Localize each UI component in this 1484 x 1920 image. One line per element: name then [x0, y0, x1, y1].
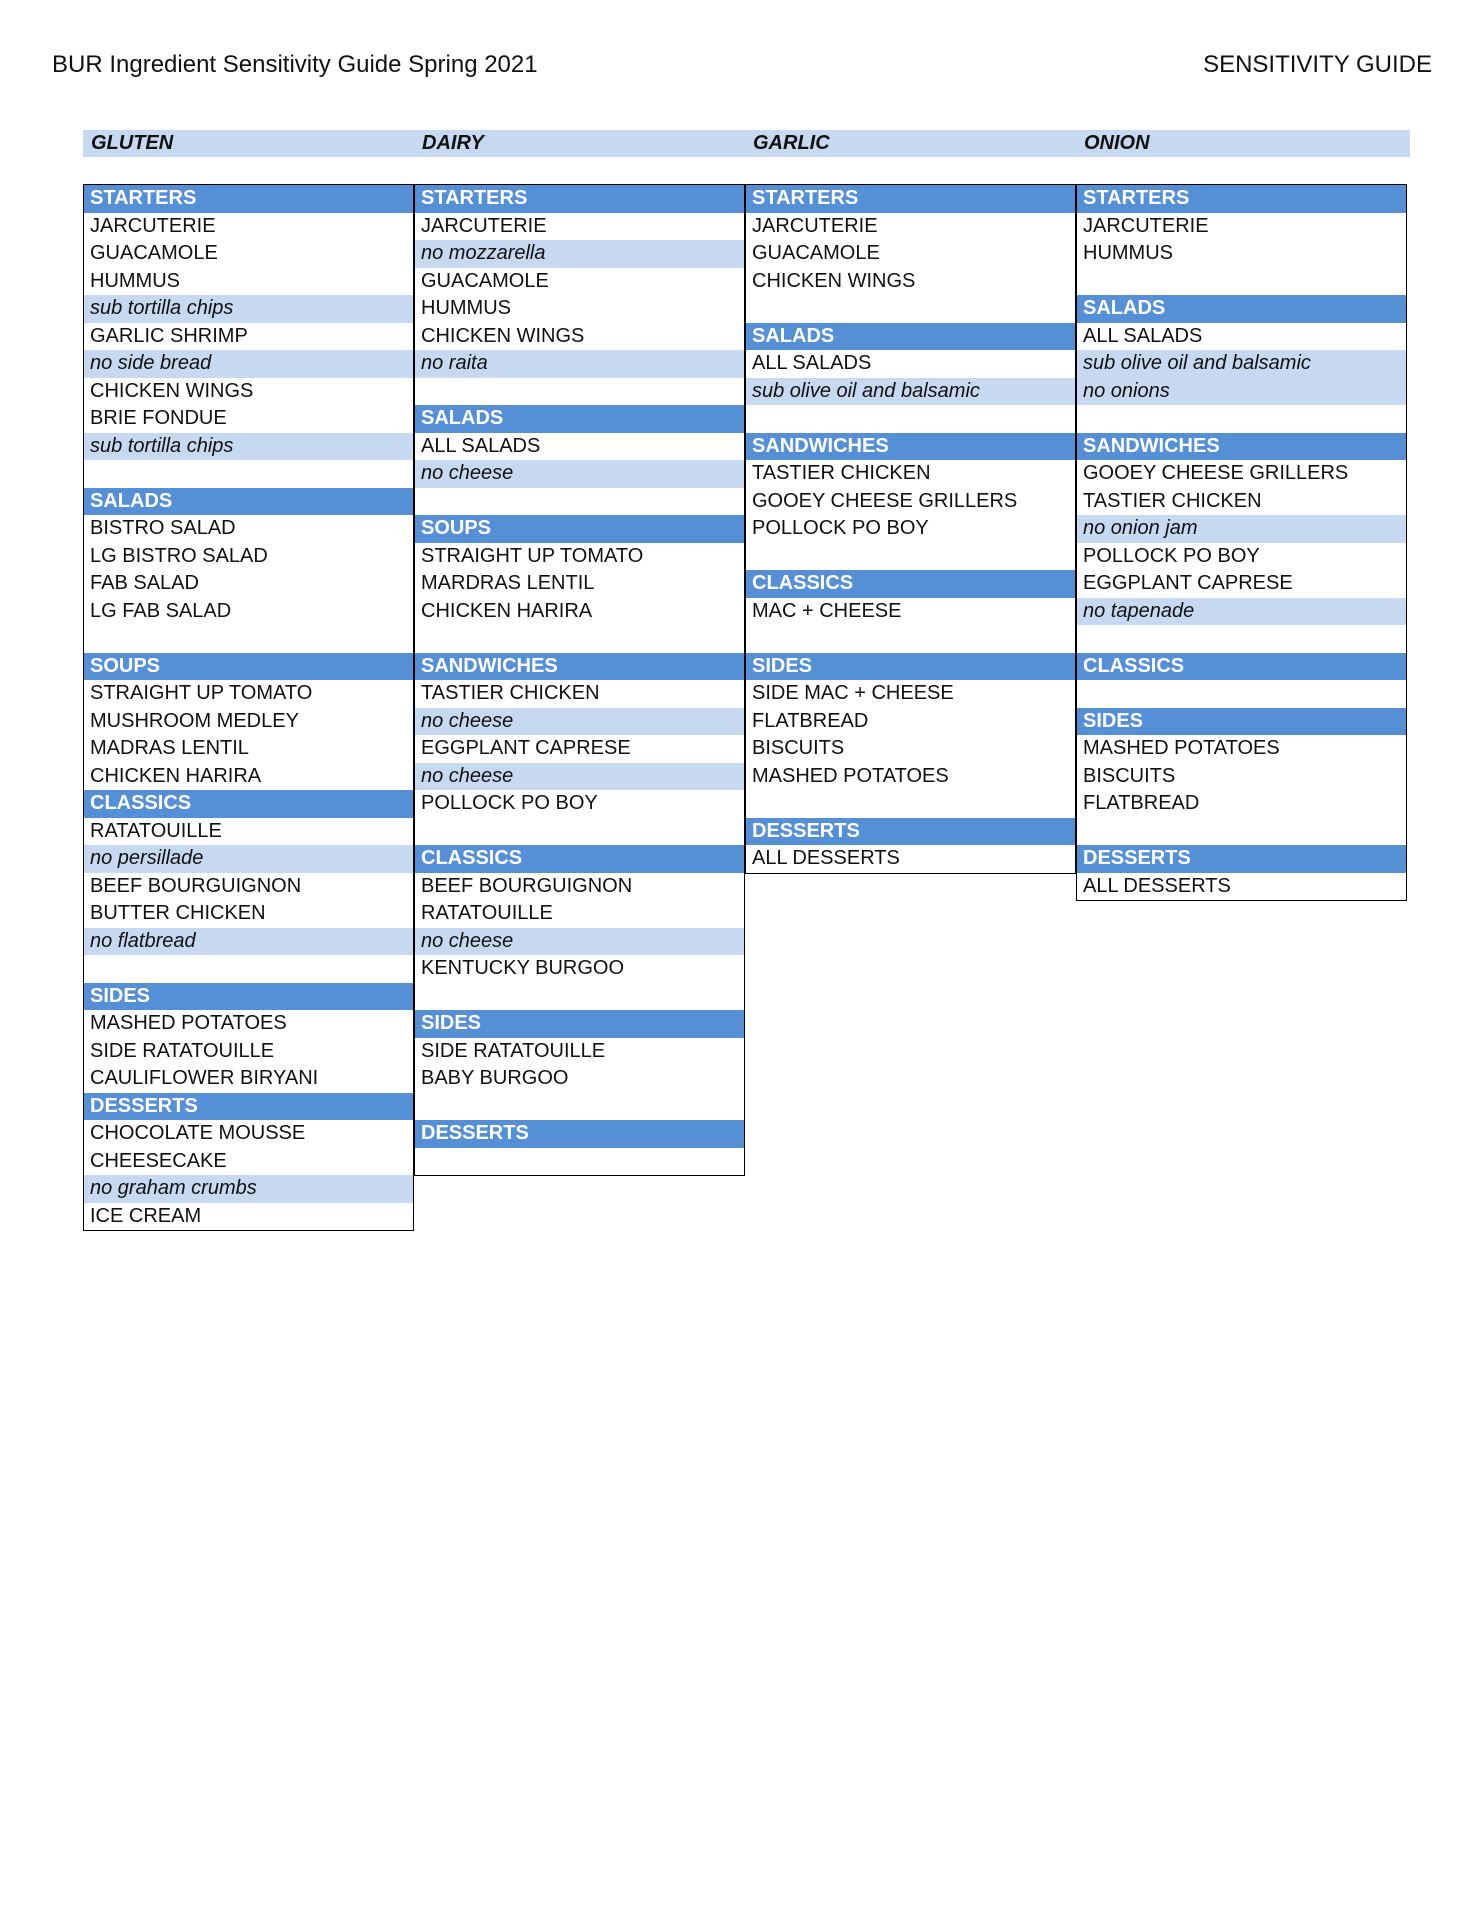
menu-item: STRAIGHT UP TOMATO — [90, 682, 313, 704]
menu-item: SIDE RATATOUILLE — [90, 1039, 275, 1062]
menu-item: CHICKEN WINGS — [752, 269, 916, 292]
section-header: SANDWICHES — [1077, 433, 1406, 461]
menu-item: TASTIER CHICKEN — [1083, 489, 1262, 512]
menu-item: FLATBREAD — [752, 709, 869, 732]
section-header: SALADS — [84, 488, 413, 516]
section-header: SALADS — [415, 405, 744, 433]
menu-item: CHEESECAKE — [90, 1149, 227, 1172]
section-header: STARTERS — [1077, 185, 1406, 213]
menu-item: BISCUITS — [752, 737, 845, 759]
menu-item: POLLOCK PO BOY — [752, 517, 929, 539]
menu-item: LG BISTRO SALAD — [90, 544, 268, 567]
document-right-header: SENSITIVITY GUIDE — [1203, 51, 1432, 78]
menu-item: BABY BURGOO — [421, 1067, 569, 1089]
menu-item: ALL SALADS — [1083, 324, 1203, 347]
modification-note: no tapenade — [1077, 598, 1406, 626]
menu-item: MASHED POTATOES — [1083, 737, 1280, 759]
menu-item: RATATOUILLE — [421, 902, 553, 924]
modification-note: sub olive oil and balsamic — [746, 378, 1075, 406]
modification-note: no cheese — [415, 763, 744, 791]
section-header: SIDES — [746, 653, 1075, 681]
menu-item: BUTTER CHICKEN — [90, 902, 266, 924]
modification-note: no cheese — [415, 928, 744, 956]
section-header: SANDWICHES — [415, 653, 744, 681]
spacer-row — [415, 625, 744, 653]
menu-item: GUACAMOLE — [752, 242, 880, 264]
menu-item: BISTRO SALAD — [90, 517, 236, 539]
spacer-row — [746, 625, 1075, 653]
section-header: SANDWICHES — [746, 433, 1075, 461]
menu-item: LG FAB SALAD — [90, 599, 232, 622]
menu-item: GUACAMOLE — [421, 269, 549, 292]
menu-item: JARCUTERIE — [1083, 214, 1209, 237]
menu-item: MAC + CHEESE — [752, 599, 902, 622]
menu-item: KENTUCKY BURGOO — [421, 957, 624, 979]
section-header: CLASSICS — [415, 845, 744, 873]
section-header: DESSERTS — [415, 1120, 744, 1148]
section-header: SALADS — [746, 323, 1075, 351]
menu-item: MARDRAS LENTIL — [421, 572, 595, 594]
section-header: SALADS — [1077, 295, 1406, 323]
menu-item: CAULIFLOWER BIRYANI — [90, 1067, 319, 1089]
modification-note: no graham crumbs — [84, 1175, 413, 1203]
menu-item: JARCUTERIE — [90, 214, 216, 237]
menu-item: MASHED POTATOES — [90, 1012, 287, 1034]
section-header: STARTERS — [415, 185, 744, 213]
modification-note: no flatbread — [84, 928, 413, 956]
modification-note: no raita — [415, 350, 744, 378]
menu-item: JARCUTERIE — [752, 214, 878, 237]
allergen-garlic: GARLIC — [753, 132, 830, 154]
menu-item: HUMMUS — [421, 297, 511, 319]
spacer-row — [746, 295, 1075, 323]
menu-item: JARCUTERIE — [421, 214, 547, 237]
spacer-row — [1077, 680, 1406, 708]
section-header: STARTERS — [746, 185, 1075, 213]
menu-item: POLLOCK PO BOY — [421, 792, 598, 814]
menu-item: MASHED POTATOES — [752, 764, 949, 787]
spacer-row — [1077, 818, 1406, 846]
spacer-row — [84, 460, 413, 488]
menu-item: BISCUITS — [1083, 764, 1176, 787]
document-header — [52, 50, 1432, 80]
menu-item: EGGPLANT CAPRESE — [1083, 572, 1293, 594]
modification-note: no onion jam — [1077, 515, 1406, 543]
menu-item: EGGPLANT CAPRESE — [421, 737, 631, 759]
spacer-row — [84, 955, 413, 983]
modification-note: sub olive oil and balsamic — [1077, 350, 1406, 378]
menu-item: RATATOUILLE — [90, 819, 222, 842]
menu-item: SIDE MAC + CHEESE — [752, 682, 954, 704]
menu-item: ALL DESSERTS — [1083, 874, 1231, 897]
section-header: SIDES — [1077, 708, 1406, 736]
menu-item: TASTIER CHICKEN — [421, 682, 600, 704]
menu-item: CHOCOLATE MOUSSE — [90, 1122, 306, 1144]
menu-item: GOOEY CHEESE GRILLERS — [1083, 462, 1349, 484]
section-header: DESSERTS — [84, 1093, 413, 1121]
onion-column — [1076, 184, 1407, 901]
allergen-gluten: GLUTEN — [91, 132, 174, 154]
menu-item: BEEF BOURGUIGNON — [421, 874, 633, 897]
section-header: STARTERS — [84, 185, 413, 213]
section-header: SOUPS — [84, 653, 413, 681]
menu-item: ALL SALADS — [752, 352, 872, 374]
spacer-row — [746, 790, 1075, 818]
menu-item: ALL SALADS — [421, 434, 541, 457]
modification-note: no mozzarella — [415, 240, 744, 268]
modification-note: no onions — [1077, 378, 1406, 406]
modification-note: sub tortilla chips — [84, 433, 413, 461]
section-header: DESSERTS — [746, 818, 1075, 846]
menu-item: BEEF BOURGUIGNON — [90, 874, 302, 897]
menu-item: BRIE FONDUE — [90, 407, 227, 429]
spacer-row — [415, 1093, 744, 1121]
menu-item: TASTIER CHICKEN — [752, 462, 931, 484]
menu-item: CHICKEN WINGS — [90, 379, 254, 402]
menu-item: HUMMUS — [1083, 242, 1173, 264]
spacer-row — [415, 488, 744, 516]
menu-item: SIDE RATATOUILLE — [421, 1039, 606, 1062]
menu-item: STRAIGHT UP TOMATO — [421, 544, 644, 567]
modification-note: sub tortilla chips — [84, 295, 413, 323]
menu-item: ALL DESSERTS — [752, 847, 900, 869]
modification-note: no persillade — [84, 845, 413, 873]
spacer-row — [415, 818, 744, 846]
spacer-row — [1077, 268, 1406, 296]
menu-item: GUACAMOLE — [90, 242, 218, 264]
spacer-row — [746, 405, 1075, 433]
menu-item: POLLOCK PO BOY — [1083, 544, 1260, 567]
menu-item: GOOEY CHEESE GRILLERS — [752, 489, 1018, 512]
menu-item: MADRAS LENTIL — [90, 737, 249, 759]
spacer-row — [1077, 625, 1406, 653]
modification-note: no cheese — [415, 708, 744, 736]
spacer-row — [1077, 405, 1406, 433]
menu-item: FLATBREAD — [1083, 792, 1200, 814]
section-header: SIDES — [84, 983, 413, 1011]
spacer-row — [746, 543, 1075, 571]
menu-item: GARLIC SHRIMP — [90, 324, 248, 347]
section-header: SIDES — [415, 1010, 744, 1038]
gluten-column — [83, 184, 414, 1231]
section-header: CLASSICS — [1077, 653, 1406, 681]
garlic-column — [745, 184, 1076, 874]
modification-note: no side bread — [84, 350, 413, 378]
section-header: CLASSICS — [746, 570, 1075, 598]
menu-item: HUMMUS — [90, 269, 180, 292]
menu-item: CHICKEN HARIRA — [90, 764, 262, 787]
document-title: BUR Ingredient Sensitivity Guide Spring 2021 — [52, 51, 538, 78]
spacer-row — [84, 625, 413, 653]
section-header: CLASSICS — [84, 790, 413, 818]
dairy-column — [414, 184, 745, 1176]
modification-note: no cheese — [415, 460, 744, 488]
section-header: SOUPS — [415, 515, 744, 543]
spacer-row — [415, 983, 744, 1011]
menu-item: CHICKEN WINGS — [421, 324, 585, 347]
menu-item: CHICKEN HARIRA — [421, 599, 593, 622]
allergen-onion: ONION — [1084, 132, 1150, 154]
section-header: DESSERTS — [1077, 845, 1406, 873]
menu-item: MUSHROOM MEDLEY — [90, 709, 299, 732]
menu-item: FAB SALAD — [90, 572, 199, 594]
spacer-row — [415, 1148, 744, 1176]
allergen-dairy: DAIRY — [422, 132, 484, 154]
spacer-row — [415, 378, 744, 406]
allergen-header-bar — [83, 130, 1410, 157]
menu-item: ICE CREAM — [90, 1204, 202, 1227]
